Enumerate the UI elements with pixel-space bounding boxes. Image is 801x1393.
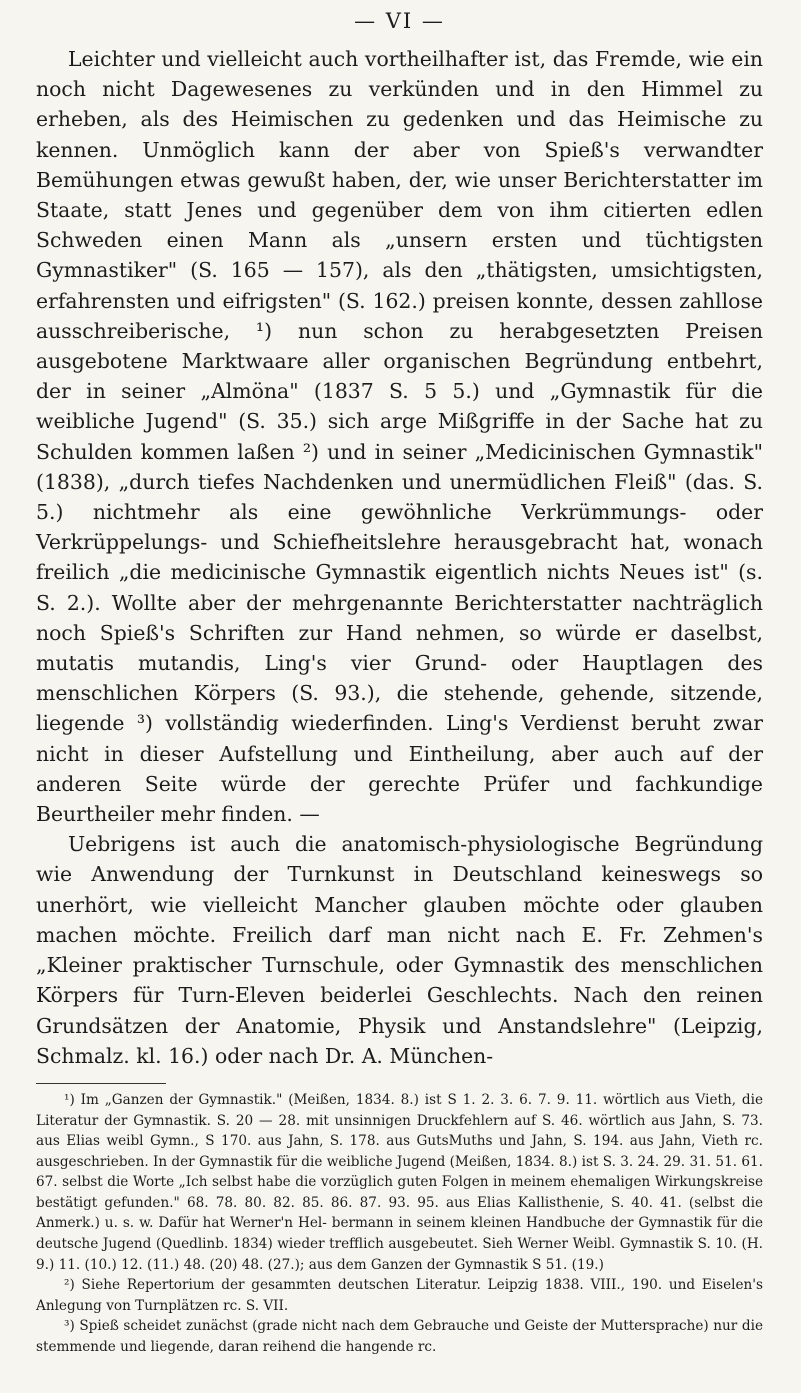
footnotes [36, 1090, 763, 1358]
footnote: ¹) Im „Ganzen der Gymnastik." (Meißen, 1834. 8.) ist S 1. 2. 3. 6. 7. 9. 11. wörtlich aus Vieth, die Literatur der Gymnastik. S. 20 — 28. mit unsinnigen Druckfehlern auf S. 46. wörtlich aus Jahn, S. 73. aus Elias weibl Gymn., S 170. aus Jahn, S. 178. aus GutsMuths und Jahn, S. 194. aus Jahn, Vieth rc. ausgeschrieben. In der Gymnastik für die weibliche Jugend (Meißen, 1834. 8.) ist S. 3. 24. 29. 31. 51. 61. 67. selbst die Worte „Ich selbst habe die vorzüglich guten Folgen in meinem ehemaligen Wirkungskreise bestätigt gefunden." 68. 78. 80. 82. 85. 86. 87. 93. 95. aus Elias Kallisthenie, S. 40. 41. (selbst die Anmerk.) u. s. w. Dafür hat Werner'n Hel- bermann in seinem kleinen Handbuche der Gymnastik für die deutsche Jugend (Quedlinb. 1834) wieder trefflich ausgebeutet. Sieh Werner Weibl. Gymnastik S. 10. (H. 9.) 11. (10.) 12. (11.) 48. (20) 48. (27.); aus dem Ganzen der Gymnastik S 51. (19.) [36, 1091, 763, 1273]
footnote: ²) Siehe Repertorium der gesammten deutschen Literatur. Leipzig 1838. VIII., 190. und Eiselen's Anlegung von Turnplätzen rc. S. VII. [36, 1277, 763, 1314]
paragraph: Uebrigens ist auch die anatomisch-physiologische Begründung wie Anwendung der Turnkunst in Deutschland keineswegs so unerhört, wie vielleicht Mancher glauben möchte oder glauben machen möchte. Freilich darf man nicht nach E. Fr. Zehmen's „Kleiner praktischer Turnschule, oder Gymnastik des menschlichen Körpers für Turn-Eleven beiderlei Geschlechts. Nach den reinen Grundsätzen der Anatomie, Physik und Anstandslehre" (Leipzig, Schmalz. kl. 16.) oder nach Dr. A. München- [36, 832, 763, 1068]
paragraph: Leichter und vielleicht auch vortheilhafter ist, das Fremde, wie ein noch nicht Dagewesenes zu verkünden und in den Himmel zu erheben, als des Heimischen zu gedenken und das Heimische zu kennen. Unmöglich kann der aber von Spieß's verwandter Bemühungen etwas gewußt haben, der, wie unser Berichterstatter im Staate, statt Jenes und gegenüber dem von ihm citierten edlen Schweden einen Mann als „unsern ersten und tüchtigsten Gymnastiker" (S. 165 — 157), als den „thätigsten, umsichtigsten, erfahrensten und eifrigsten" (S. 162.) preisen konnte, dessen zahllose ausschreiberische, ¹) nun schon zu herabgesetzten Preisen ausgebotene Marktwaare aller organischen Begründung entbehrt, der in seiner „Almöna" (1837 S. 5 5.) und „Gymnastik für die weibliche Jugend" (S. 35.) sich arge Mißgriffe in der Sache hat zu Schulden kommen laßen ²) und in seiner „Medicinischen Gymnastik" (1838), „durch tiefes Nachdenken und unermüdlichen Fleiß" (das. S. 5.) nichtmehr als eine gewöhnliche Verkrümmungs- oder Verkrüppelungs- und Schiefheitslehre herausgebracht hat, wonach freilich „die medicinische Gymnastik eigentlich nichts Neues ist" (s. S. 2.). Wollte aber der mehrgenannte Berichterstatter nachträglich noch Spieß's Schriften zur Hand nehmen, so würde er daselbst, mutatis mutandis, Ling's vier Grund- oder Hauptlagen des menschlichen Körpers (S. 93.), die stehende, gehende, sitzende, liegende ³) vollständig wiederfinden. Ling's Verdienst beruht zwar nicht in dieser Aufstellung und Eintheilung, aber auch auf der anderen Seite würde der gerechte Prüfer und fachkundige Beurtheiler mehr finden. — [36, 47, 763, 827]
footnote: ³) Spieß scheidet zunächst (grade nicht nach dem Gebrauche und Geiste der Muttersprache) nur die stemmende und liegende, daran reihend die hangende rc. [36, 1318, 763, 1356]
page-number-header: — VI — [354, 9, 445, 33]
footnote-separator [36, 1083, 166, 1084]
main-text [36, 44, 763, 1071]
